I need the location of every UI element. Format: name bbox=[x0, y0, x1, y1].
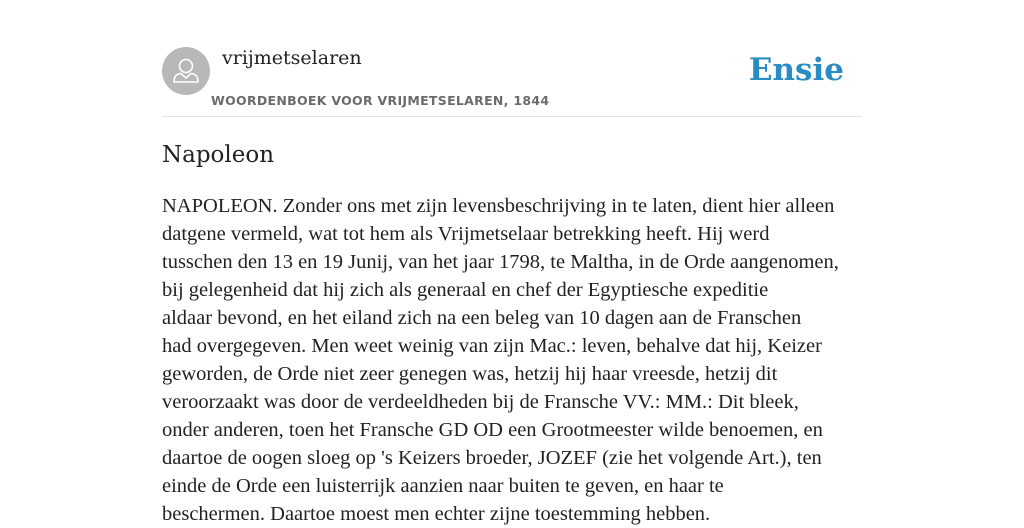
body-line: had overgegeven. Men weet weinig van zijn Mac.: leven, behalve dat hij, Keizer bbox=[162, 335, 822, 357]
author-avatar[interactable] bbox=[162, 47, 210, 95]
entry-header bbox=[162, 46, 862, 117]
body-line: datgene vermeld, wat tot hem als Vrijmetselaar betrekking heeft. Hij werd bbox=[162, 223, 770, 245]
body-line: veroorzaakt was door de verdeeldheden bij de Fransche VV.: MM.: Dit bleek, bbox=[162, 391, 799, 413]
body-line: daartoe de oogen sloeg op 's Keizers broeder, JOZEF (zie het volgende Art.), ten bbox=[162, 447, 822, 469]
user-icon bbox=[162, 47, 210, 95]
body-line: einde de Orde een luisterrijk aanzien naar buiten te geven, en haar te bbox=[162, 475, 724, 497]
entry-body bbox=[162, 192, 872, 528]
body-line: beschermen. Daartoe moest men echter zijne toestemming hebben. bbox=[162, 503, 711, 525]
body-line: tusschen den 13 en 19 Junij, van het jaar 1798, te Maltha, in de Orde aangenomen, bbox=[162, 251, 839, 273]
author-name[interactable]: vrijmetselaren bbox=[222, 47, 362, 69]
source-title[interactable]: WOORDENBOEK VOOR VRIJMETSELAREN, 1844 bbox=[211, 93, 550, 108]
entry-title: Napoleon bbox=[162, 142, 275, 168]
body-line: onder anderen, toen het Fransche GD OD een Grootmeester wilde benoemen, en bbox=[162, 419, 823, 441]
ensie-logo[interactable]: Ensie bbox=[748, 52, 844, 88]
body-line: bij gelegenheid dat hij zich als generaal en chef der Egyptiesche expeditie bbox=[162, 279, 769, 301]
body-line: NAPOLEON. Zonder ons met zijn levensbeschrijving in te laten, dient hier alleen bbox=[162, 195, 835, 217]
body-line: aldaar bevond, en het eiland zich na een beleg van 10 dagen aan de Franschen bbox=[162, 307, 802, 329]
body-line: geworden, de Orde niet zeer genegen was, hetzij hij haar vreesde, hetzij dit bbox=[162, 363, 778, 385]
